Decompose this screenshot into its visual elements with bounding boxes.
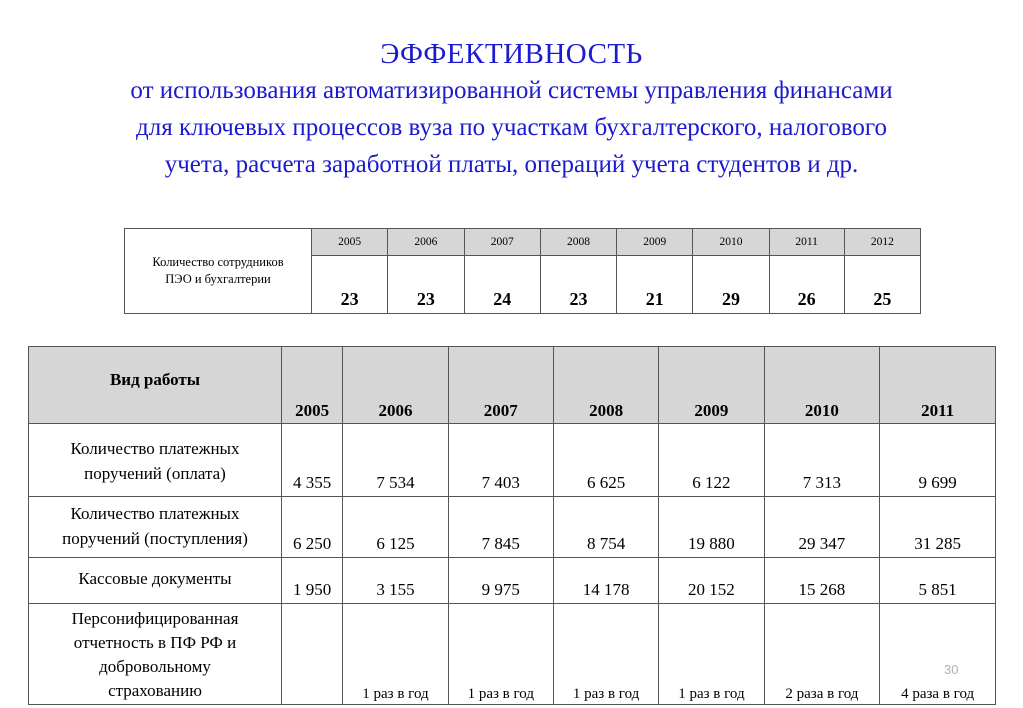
staff-value-cell: 23 bbox=[312, 256, 388, 314]
work-value-cell: 2 раза в год bbox=[764, 604, 880, 705]
work-value-cell: 5 851 bbox=[880, 558, 996, 604]
staff-year-cell: 2006 bbox=[388, 229, 464, 256]
work-value-cell: 6 625 bbox=[553, 424, 658, 497]
staff-value-cell: 26 bbox=[769, 256, 844, 314]
work-volume-table bbox=[28, 346, 996, 705]
work-year-header: 2005 bbox=[282, 347, 343, 424]
work-value-cell: 7 313 bbox=[764, 424, 880, 497]
work-type-line: поручений (оплата) bbox=[84, 464, 226, 483]
title-subtitle-line: от использования автоматизированной системы управления финансами bbox=[130, 77, 893, 104]
work-type-line: отчетность в ПФ РФ и bbox=[73, 633, 237, 652]
work-value-cell: 7 534 bbox=[343, 424, 448, 497]
work-value-cell: 9 975 bbox=[448, 558, 553, 604]
work-value-cell: 4 раза в год bbox=[880, 604, 996, 705]
work-value-cell: 6 250 bbox=[282, 497, 343, 558]
staff-year-cell: 2010 bbox=[693, 229, 769, 256]
work-value-cell: 31 285 bbox=[880, 497, 996, 558]
work-type-line: добровольному bbox=[99, 657, 211, 676]
title-main: ЭФФЕКТИВНОСТЬ bbox=[380, 38, 643, 70]
title-subtitle-line: учета, расчета заработной платы, операций учета студентов и др. bbox=[164, 151, 859, 178]
work-type-line: поручений (поступления) bbox=[62, 529, 248, 548]
staff-count-label bbox=[125, 229, 312, 314]
work-year-header: 2011 bbox=[880, 347, 996, 424]
work-value-cell: 7 403 bbox=[448, 424, 553, 497]
work-value-cell bbox=[282, 604, 343, 705]
work-type-cell bbox=[29, 497, 282, 558]
staff-year-cell: 2012 bbox=[844, 229, 920, 256]
staff-year-cell: 2009 bbox=[617, 229, 693, 256]
staff-value-cell: 29 bbox=[693, 256, 769, 314]
work-value-cell: 1 950 bbox=[282, 558, 343, 604]
work-value-cell: 1 раз в год bbox=[343, 604, 448, 705]
work-value-cell: 15 268 bbox=[764, 558, 880, 604]
staff-label-line: Количество сотрудников bbox=[152, 255, 284, 269]
work-value-cell: 7 845 bbox=[448, 497, 553, 558]
work-value-cell: 9 699 bbox=[880, 424, 996, 497]
table-row bbox=[29, 604, 996, 705]
staff-value-cell: 24 bbox=[464, 256, 540, 314]
table-row bbox=[29, 424, 996, 497]
work-type-line: Количество платежных bbox=[70, 504, 240, 523]
staff-value-cell: 23 bbox=[388, 256, 464, 314]
work-value-cell: 8 754 bbox=[553, 497, 658, 558]
work-value-cell: 3 155 bbox=[343, 558, 448, 604]
work-type-line: Количество платежных bbox=[70, 439, 240, 458]
staff-value-cell: 23 bbox=[540, 256, 616, 314]
work-year-header: 2007 bbox=[448, 347, 553, 424]
staff-count-table bbox=[124, 228, 921, 314]
work-value-cell: 1 раз в год bbox=[448, 604, 553, 705]
staff-year-cell: 2008 bbox=[540, 229, 616, 256]
work-value-cell: 14 178 bbox=[553, 558, 658, 604]
staff-year-cell: 2011 bbox=[769, 229, 844, 256]
work-value-cell: 20 152 bbox=[659, 558, 764, 604]
work-year-header: 2006 bbox=[343, 347, 448, 424]
staff-value-cell: 21 bbox=[617, 256, 693, 314]
work-value-cell: 1 раз в год bbox=[659, 604, 764, 705]
work-type-cell bbox=[29, 558, 282, 604]
work-type-cell bbox=[29, 604, 282, 705]
table-row bbox=[29, 558, 996, 604]
title-subtitle-line: для ключевых процессов вуза по участкам бухгалтерского, налогового bbox=[136, 114, 887, 141]
staff-year-cell: 2005 bbox=[312, 229, 388, 256]
staff-value-cell: 25 bbox=[844, 256, 920, 314]
work-value-cell: 6 122 bbox=[659, 424, 764, 497]
page-number: 30 bbox=[944, 662, 959, 677]
work-type-cell bbox=[29, 424, 282, 497]
work-type-header: Вид работы bbox=[29, 347, 282, 424]
work-value-cell: 4 355 bbox=[282, 424, 343, 497]
slide-title bbox=[0, 36, 1023, 183]
work-value-cell: 19 880 bbox=[659, 497, 764, 558]
work-type-line: Кассовые документы bbox=[78, 569, 232, 588]
work-type-line: Персонифицированная bbox=[71, 609, 239, 628]
work-value-cell: 29 347 bbox=[764, 497, 880, 558]
staff-year-cell: 2007 bbox=[464, 229, 540, 256]
work-year-header: 2010 bbox=[764, 347, 880, 424]
table-row bbox=[29, 497, 996, 558]
work-year-header: 2008 bbox=[553, 347, 658, 424]
work-year-header: 2009 bbox=[659, 347, 764, 424]
work-type-line: страхованию bbox=[108, 681, 202, 700]
staff-label-line: ПЭО и бухгалтерии bbox=[165, 272, 271, 286]
work-value-cell: 1 раз в год bbox=[553, 604, 658, 705]
work-value-cell: 6 125 bbox=[343, 497, 448, 558]
